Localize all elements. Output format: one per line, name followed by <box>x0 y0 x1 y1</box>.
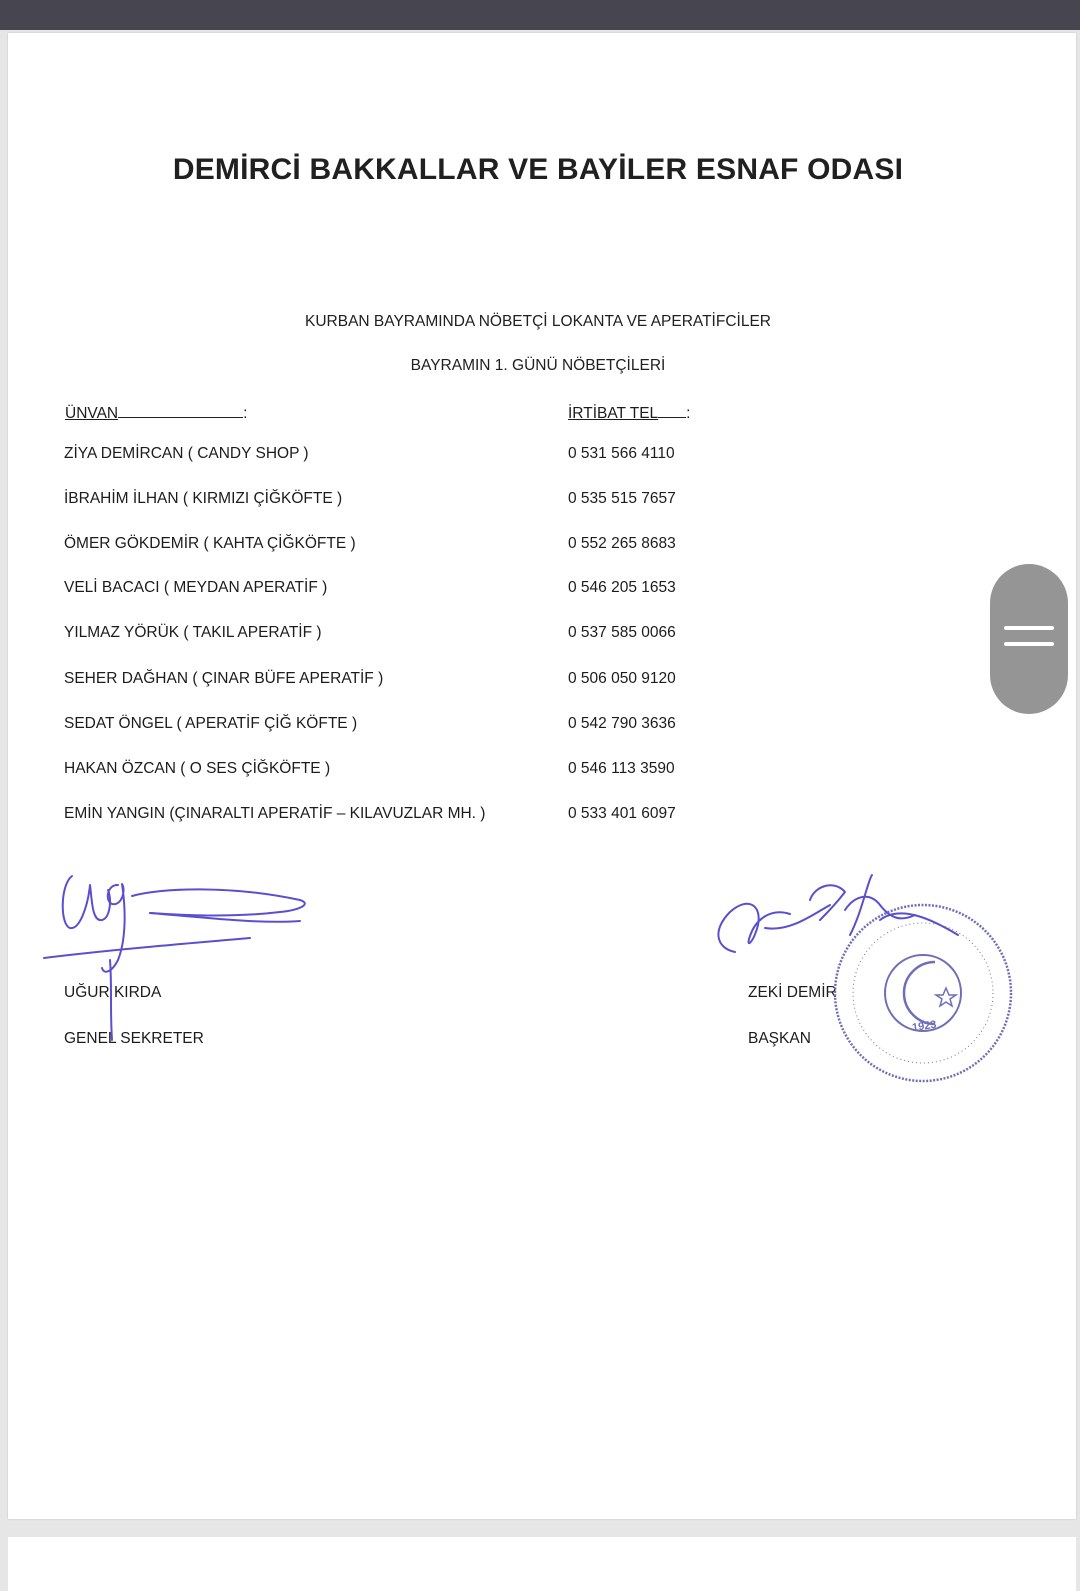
column-name-label: ÜNVAN <box>65 405 119 422</box>
next-page-preview <box>8 1537 1076 1591</box>
entry-name: SEHER DAĞHAN ( ÇINAR BÜFE APERATİF ) <box>64 670 384 687</box>
entry-phone: 0 535 515 7657 <box>568 490 676 507</box>
entry-phone: 0 546 205 1653 <box>568 579 676 596</box>
entry-name: YILMAZ YÖRÜK ( TAKIL APERATİF ) <box>64 624 322 641</box>
drag-handle-icon <box>1004 642 1054 646</box>
right-signatory-name: ZEKİ DEMİR <box>748 984 837 1001</box>
entry-phone: 0 552 265 8683 <box>568 535 676 552</box>
column-phone-label: İRTİBAT TEL <box>568 405 659 422</box>
entry-phone: 0 533 401 6097 <box>568 805 676 822</box>
column-phone-colon: : <box>686 405 691 422</box>
left-signatory-role: GENEL SEKRETER <box>64 1030 204 1047</box>
entry-phone: 0 506 050 9120 <box>568 670 676 687</box>
entry-name: VELİ BACACI ( MEYDAN APERATİF ) <box>64 579 328 596</box>
entry-name: İBRAHİM İLHAN ( KIRMIZI ÇİĞKÖFTE ) <box>64 490 343 507</box>
entry-phone: 0 546 113 3590 <box>568 760 675 777</box>
left-signature <box>44 876 305 1040</box>
column-name-colon: : <box>243 405 248 422</box>
document-title: DEMİRCİ BAKKALLAR VE BAYİLER ESNAF ODASI <box>172 153 904 186</box>
entry-name: ÖMER GÖKDEMİR ( KAHTA ÇİĞKÖFTE ) <box>64 535 356 552</box>
entry-phone: 0 531 566 4110 <box>568 445 675 462</box>
left-signatory-name: UĞUR KIRDA <box>64 984 162 1001</box>
entry-name: SEDAT ÖNGEL ( APERATİF ÇİĞ KÖFTE ) <box>64 715 358 732</box>
entry-name: ZİYA DEMİRCAN ( CANDY SHOP ) <box>64 445 309 462</box>
right-signatory-role: BAŞKAN <box>748 1030 811 1047</box>
document-subtitle: KURBAN BAYRAMINDA NÖBETÇİ LOKANTA VE APERATİFCİLER <box>305 313 771 330</box>
stamp-year: 1923 <box>911 1018 938 1035</box>
official-stamp <box>835 905 1011 1081</box>
entry-name: HAKAN ÖZCAN ( O SES ÇİĞKÖFTE ) <box>64 760 331 777</box>
day-label: BAYRAMIN 1. GÜNÜ NÖBETÇİLERİ <box>410 357 666 374</box>
entry-phone: 0 542 790 3636 <box>568 715 676 732</box>
right-signature <box>718 875 958 952</box>
entry-name: EMİN YANGIN (ÇINARALTI APERATİF – KILAVUZLAR MH. ) <box>64 805 486 822</box>
scroll-handle[interactable] <box>990 564 1068 714</box>
entry-phone: 0 537 585 0066 <box>568 624 676 641</box>
drag-handle-icon <box>1004 626 1054 630</box>
